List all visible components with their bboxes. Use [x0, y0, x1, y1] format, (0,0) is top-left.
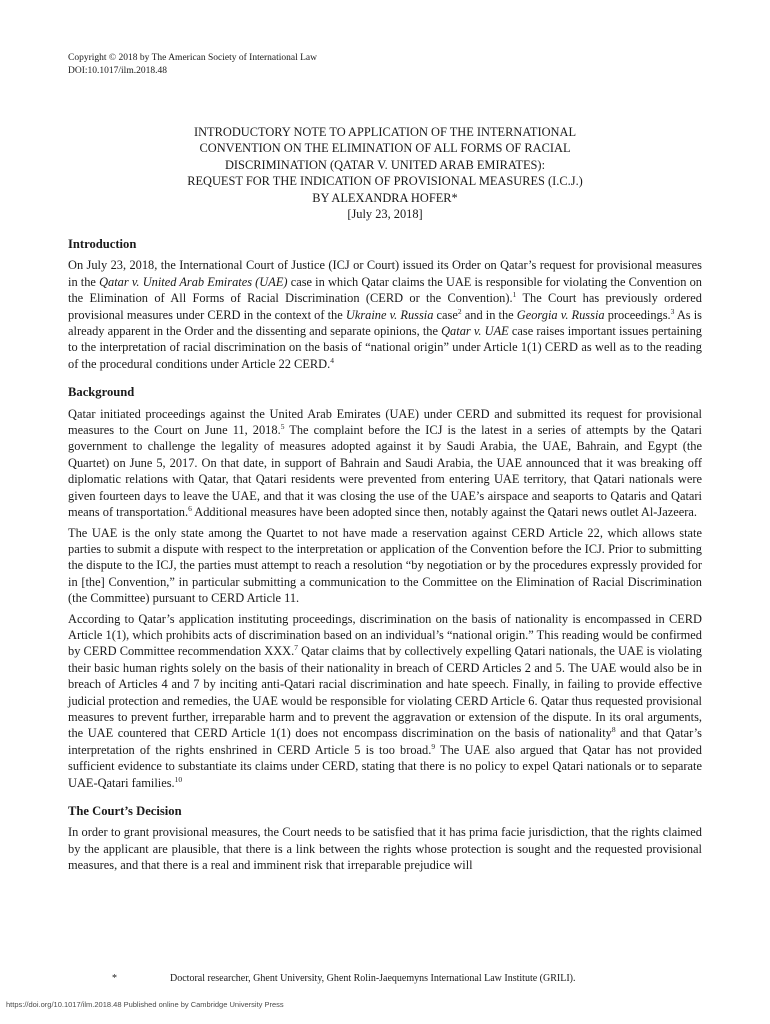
footnote-ref[interactable]: 10: [174, 774, 183, 784]
date-line: [July 23, 2018]: [347, 207, 423, 222]
text-run: case: [433, 307, 458, 322]
text-run: The UAE also argued that Qatar has not provided sufficient evidence to substantiate its claims under CERD, stating that there is no policy to expel Qatari nationals or to separate UAE-Qatari families.: [68, 742, 702, 790]
text-run: Qatar initiated proceedings against the United Arab Emirates (UAE) under CERD and submitted its request for provisional measures to the Court on June 11, 2018.: [68, 406, 702, 438]
text-run: Qatar claims that by collectively expelling Qatari nationals, the UAE is violating their basic human rights solely on the basis of their nationality in breach of CERD Articles 2 and 5. The UAE would also be in breach of Articles 4 and 7 by inciting anti-Qatari racial discrimination and hate speech. Finally, in failing to provide effective judicial protection and remedies, the UAE would be responsible for violating CERD Article 6. Qatar thus requested provisional measures to prevent further, irreparable harm and to prevent the aggravation or extension of the dispute. In its oral arguments, the UAE countered that CERD Article 1(1) does not encompass discrimination on the basis of nationality: [68, 644, 702, 741]
copyright-line: Copyright © 2018 by The American Society of International Law: [68, 53, 317, 63]
section-heading-decision: The Court’s Decision: [68, 804, 182, 818]
text-run: proceedings.: [604, 307, 671, 322]
footnote-ref[interactable]: 8: [611, 725, 616, 735]
copyright-block: [68, 52, 317, 78]
paragraph: [68, 257, 702, 372]
footnote-ref[interactable]: 9: [431, 741, 436, 751]
article-body: [68, 236, 702, 878]
paragraph: The UAE is the only state among the Quartet to not have made a reservation against CERD Article 22, which allows state parties to submit a dispute with respect to the interpretation or application of the Convention before the ICJ. Prior to submitting the dispute to the ICJ, the parties must attempt to reach a resolution “by negotiation or by the procedures expressly provided for in [the] Convention,” in particular submitting a communication to the Committee on the Elimination of Racial Discrimination (the Committee) pursuant to CERD Article 11.: [68, 525, 702, 606]
text-run: On July 23, 2018, the International Court of Justice (ICJ or Court) issued its Order on Qatar’s request for provisional measures in the: [68, 258, 702, 289]
footnote-ref[interactable]: 4: [330, 355, 334, 365]
text-run: According to Qatar’s application instituting proceedings, discrimination on the basis of nationality is encompassed in CERD Article 1(1), which prohibits acts of discrimination based on an individual’s “national origin.” This reading would be confirmed by CERD Committee recommendation XXX.: [68, 611, 702, 659]
doi-line: DOI:10.1017/ilm.2018.48: [68, 66, 167, 76]
footnote-ref[interactable]: 7: [294, 643, 298, 653]
text-run: and that Qatar’s interpretation of the rights enshrined in CERD Article 5 is too broad.: [68, 726, 702, 757]
title-line: INTRODUCTORY NOTE TO APPLICATION OF THE INTERNATIONAL: [193, 125, 577, 139]
text-run: Additional measures have been adopted since then, notably against the Qatari news outlet Al-Jazeera.: [191, 505, 697, 520]
footnote-mark: *: [112, 973, 117, 984]
footnote-text: Doctoral researcher, Ghent University, Ghent Rolin-Jaequemyns International Law Institute (GRILI).: [170, 973, 576, 984]
section-heading-background: Background: [68, 385, 135, 400]
paragraph: In order to grant provisional measures, the Court needs to be satisfied that it has prima facie jurisdiction, that the rights claimed by the applicant are plausible, that there is a link between the rights whose protection is sought and the requested provisional measures, and that there is a real and imminent risk that irreparable prejudice will: [68, 825, 702, 873]
footnote-ref[interactable]: 1: [512, 290, 517, 300]
section-heading-introduction: Introduction: [68, 237, 137, 251]
title-line: DISCRIMINATION (QATAR V. UNITED ARAB EMIRATES):: [224, 157, 546, 172]
footnote-ref[interactable]: 3: [670, 306, 675, 316]
case-name: Qatar v. UAE: [441, 324, 509, 339]
paragraph: [68, 406, 702, 521]
author-line: BY ALEXANDRA HOFER*: [312, 190, 458, 205]
text-run: The complaint before the ICJ is the latest in a series of attempts by the Qatari government to challenge the legality of measures adopted against it by Saudi Arabia, the UAE, Bahrain, and Egypt (the Quartet) on June 5, 2017. On that date, in support of Bahrain and Saudi Arabia, the UAE announced that it was breaking off diplomatic relations with Qatar, that Qatari residents were prevented from entering UAE territory, that Qatari nationals were given fourteen days to leave the UAE, and that it was closing the use of the UAE’s airspace and seaports to Qataris and Qatari means of transportation.: [68, 423, 702, 520]
title-line: CONVENTION ON THE ELIMINATION OF ALL FORMS OF RACIAL: [199, 141, 571, 156]
text-run: and in the: [461, 307, 517, 322]
footnote-ref[interactable]: 5: [280, 422, 285, 432]
text-run: case raises important issues pertaining to the interpretation of racial discrimination on the basis of “national origin” under Article 1(1) CERD as well as to the reading of the procedural conditions under Article 22 CERD.: [68, 324, 702, 371]
footnote-ref[interactable]: 2: [457, 306, 462, 316]
paragraph: [68, 611, 702, 791]
article-title: [68, 124, 702, 222]
case-name: Ukraine v. Russia: [345, 307, 434, 322]
text-run: case in which Qatar claims the UAE is responsible for violating the Convention on the Elimination of All Forms of Racial Discrimination (CERD or the Convention).: [68, 274, 702, 306]
title-line: REQUEST FOR THE INDICATION OF PROVISIONAL MEASURES (I.C.J.): [187, 174, 583, 189]
case-name: Qatar v. United Arab Emirates (UAE): [99, 274, 288, 289]
case-name: Georgia v. Russia: [516, 307, 605, 322]
text-run: The Court has previously ordered provisional measures under CERD in the context of the: [68, 291, 702, 322]
publisher-link[interactable]: https://doi.org/10.1017/ilm.2018.48 Published online by Cambridge University Press: [6, 1000, 284, 1009]
footnote-ref[interactable]: 6: [188, 504, 192, 514]
text-run: As is already apparent in the Order and the dissenting and separate opinions, the: [68, 307, 703, 339]
